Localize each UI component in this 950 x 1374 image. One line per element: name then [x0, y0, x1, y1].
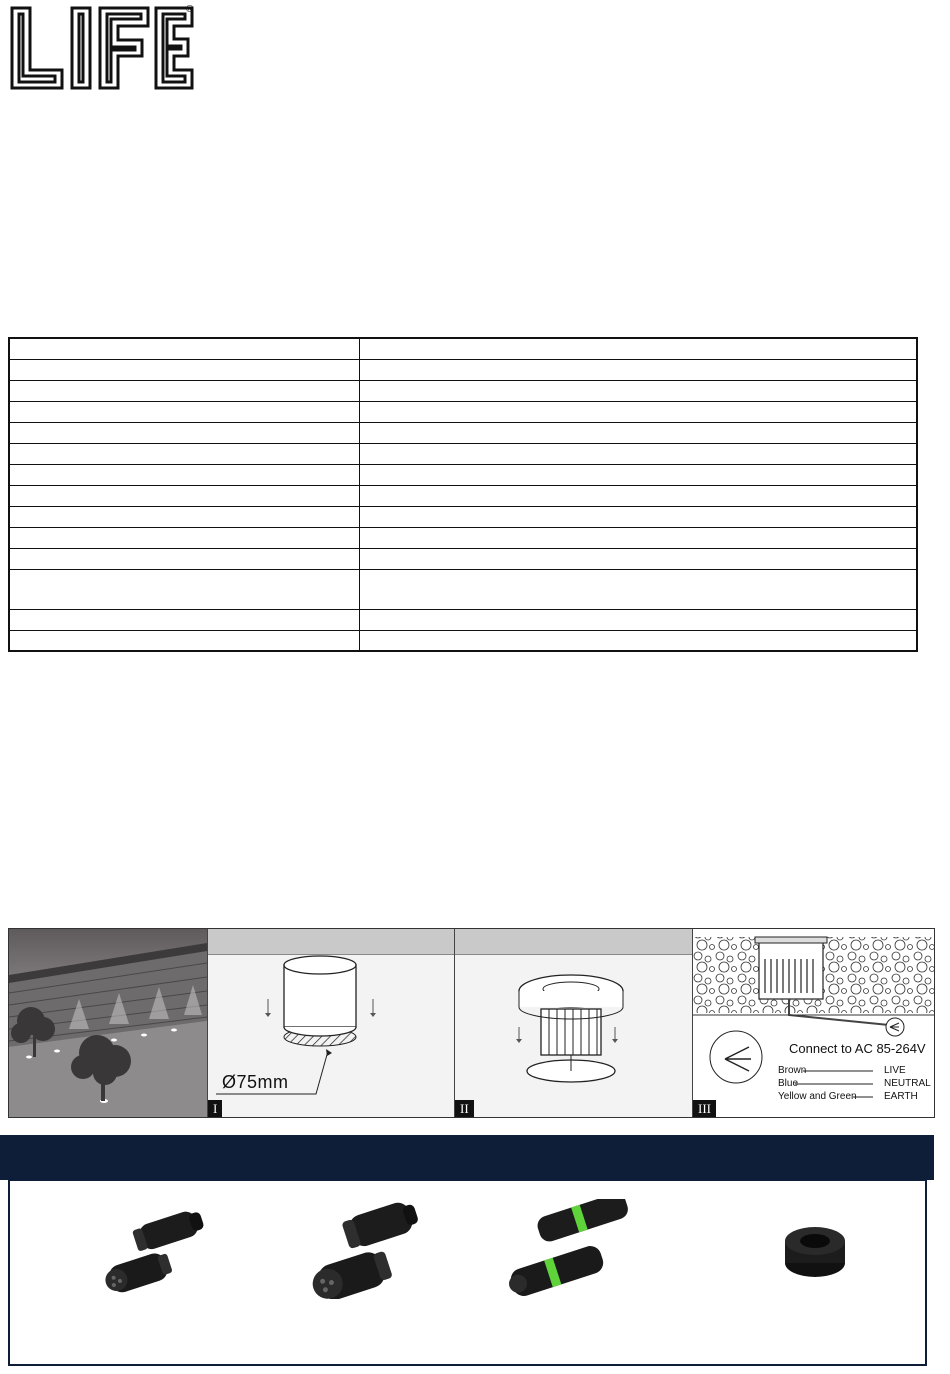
- spec-label: [9, 485, 359, 506]
- spec-value: [359, 569, 917, 609]
- table-row: [9, 359, 917, 380]
- step-2-panel: [454, 929, 693, 1117]
- spec-value: [359, 401, 917, 422]
- hole-diameter-label: Ø75mm: [222, 1072, 289, 1092]
- connector-pair-icon: [85, 1199, 235, 1299]
- table-row: [9, 527, 917, 548]
- spec-value: [359, 506, 917, 527]
- rubber-ring-icon: [740, 1199, 890, 1299]
- spec-value: [359, 548, 917, 569]
- spec-value: [359, 359, 917, 380]
- spec-value: [359, 485, 917, 506]
- wire-terminal: LIVE: [884, 1065, 906, 1076]
- step-1-panel: [207, 929, 455, 1117]
- spec-label: [9, 527, 359, 548]
- spec-label: [9, 569, 359, 609]
- step-tag: III: [693, 1100, 716, 1117]
- connect-voltage-label: Connect to AC 85-264V: [789, 1041, 926, 1056]
- spec-value: [359, 338, 917, 359]
- wire-name: Yellow and Green: [778, 1091, 857, 1102]
- table-row: [9, 506, 917, 527]
- spec-label: [9, 548, 359, 569]
- spec-label: [9, 609, 359, 630]
- wire-name: Blue: [778, 1078, 799, 1089]
- step-tag: I: [208, 1100, 222, 1117]
- spec-value: [359, 422, 917, 443]
- spec-label: [9, 506, 359, 527]
- step-3-panel: [692, 929, 935, 1117]
- garden-wall-illustration: [9, 929, 207, 1117]
- table-row: [9, 443, 917, 464]
- wire-terminal: NEUTRAL: [884, 1078, 931, 1089]
- connector-green-band-icon: [498, 1199, 648, 1299]
- table-row: [9, 380, 917, 401]
- spec-table: [8, 337, 918, 652]
- spec-value: [359, 464, 917, 485]
- connector-large-icon: [295, 1199, 445, 1299]
- table-row: [9, 485, 917, 506]
- spec-value: [359, 630, 917, 651]
- insert-fixture-illustration: [455, 929, 693, 1117]
- installation-strip: [8, 928, 935, 1118]
- accessories-panel: [8, 1179, 927, 1366]
- spec-label: [9, 422, 359, 443]
- spec-value: [359, 609, 917, 630]
- life-logo: [8, 6, 198, 92]
- table-row: [9, 569, 917, 609]
- table-row: [9, 464, 917, 485]
- registered-mark: ®: [186, 4, 194, 15]
- table-row: [9, 338, 917, 359]
- spec-label: [9, 630, 359, 651]
- table-row: [9, 630, 917, 651]
- wire-terminal: EARTH: [884, 1091, 918, 1102]
- spec-label: [9, 338, 359, 359]
- spec-value: [359, 380, 917, 401]
- table-row: [9, 401, 917, 422]
- wire-name: Brown: [778, 1065, 807, 1076]
- application-scene-image: [9, 929, 207, 1117]
- spec-value: [359, 443, 917, 464]
- spec-label: [9, 380, 359, 401]
- spec-label: [9, 359, 359, 380]
- spec-label: [9, 443, 359, 464]
- spec-label: [9, 464, 359, 485]
- table-row: [9, 609, 917, 630]
- spec-label: [9, 401, 359, 422]
- spec-value: [359, 527, 917, 548]
- step-tag: II: [455, 1100, 474, 1117]
- table-row: [9, 548, 917, 569]
- accessories-header-bar: [0, 1135, 934, 1180]
- table-row: [9, 422, 917, 443]
